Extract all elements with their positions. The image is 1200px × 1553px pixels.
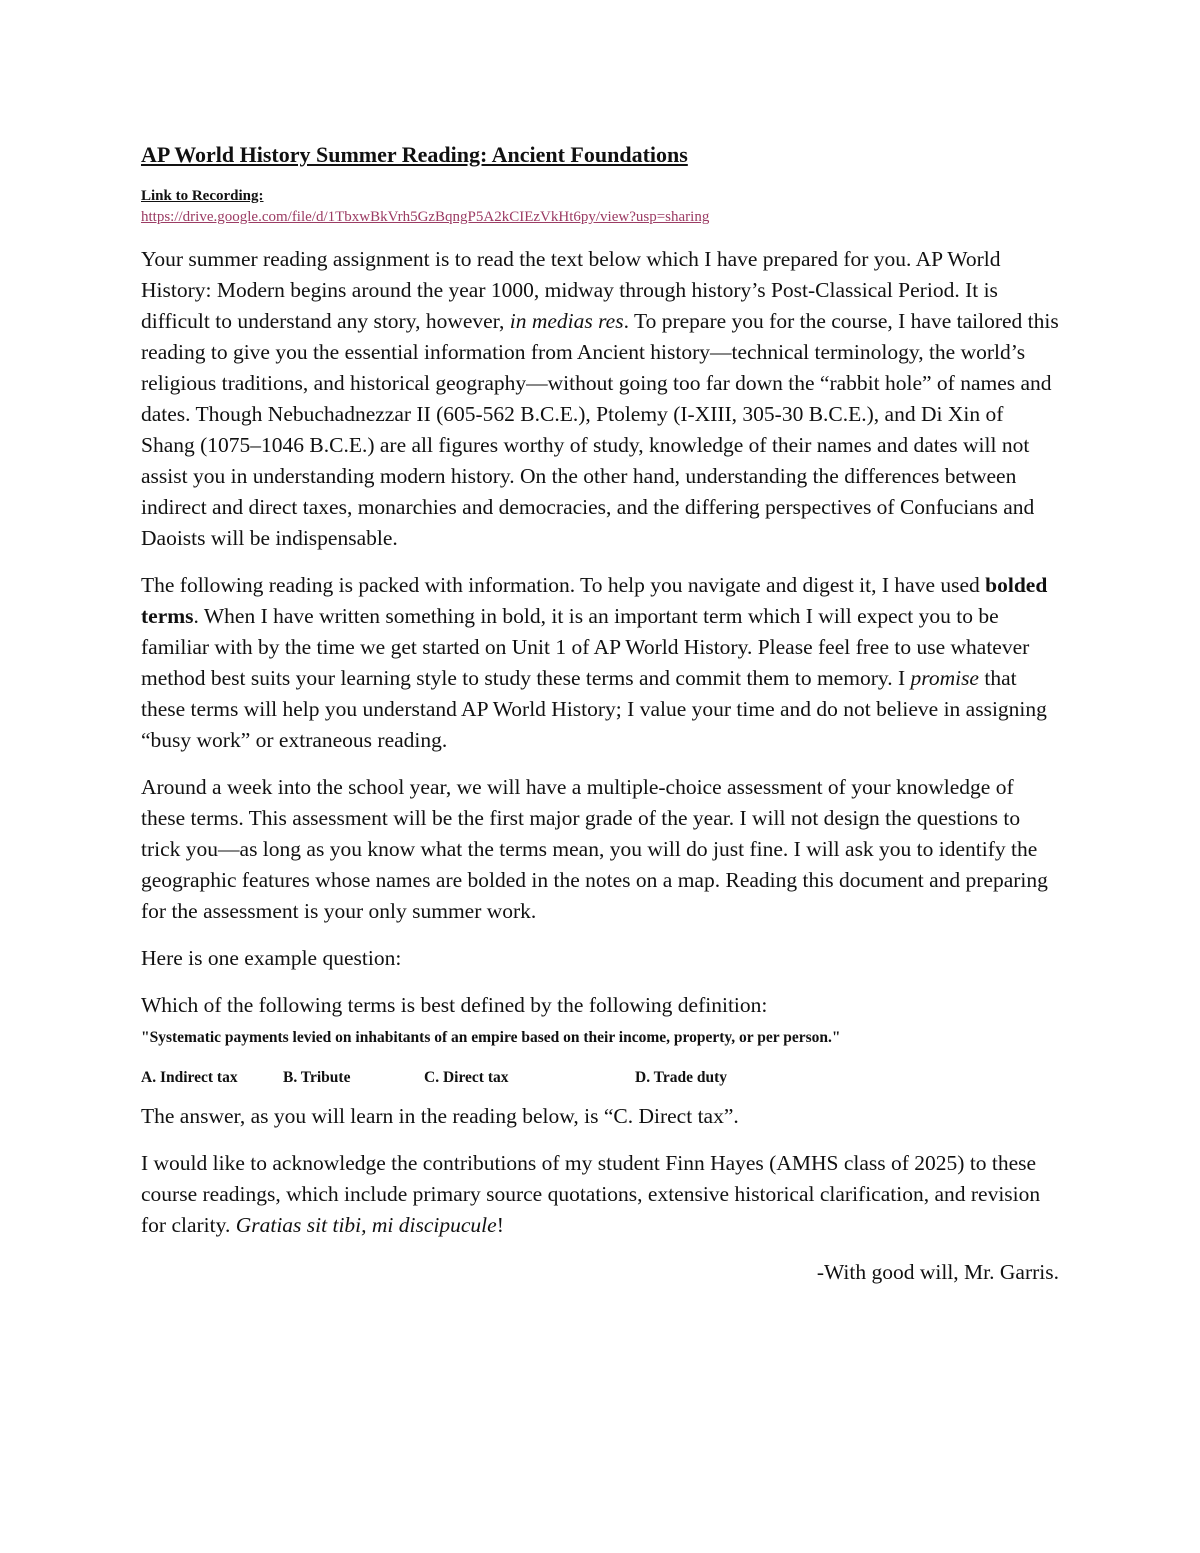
intro-paragraph-italic: in medias res [509, 309, 624, 333]
question-prompt: Which of the following terms is best defined by the following definition: [141, 993, 768, 1017]
choice-d: D. Trade duty [635, 1069, 728, 1086]
answer-choices [141, 1067, 1059, 1089]
acknowledgement-italic: Gratias sit tibi, mi discipucule [235, 1213, 497, 1237]
acknowledgement-text-b: ! [496, 1213, 504, 1237]
assessment-paragraph: Around a week into the school year, we will have a multiple-choice assessment of your knowledge of these terms. This assessment will be the first major grade of the year. I will not design the questions to trick you—as long as you know what the terms mean, you will do just fine. I will ask you to identify the geographic features whose names are bolded in the notes on a map. Reading this document and preparing for the assessment is your only summer work. [141, 775, 1048, 923]
document-title: AP World History Summer Reading: Ancient Foundations [141, 142, 688, 167]
intro-paragraph [141, 244, 1059, 554]
choice-c: C. Direct tax [424, 1069, 509, 1086]
answer-paragraph: The answer, as you will learn in the reading below, is “C. Direct tax”. [141, 1104, 739, 1128]
bolded-terms-paragraph-text-a: The following reading is packed with information. To help you navigate and digest it, I have used [141, 573, 986, 597]
promise-italic: promise [910, 666, 979, 690]
acknowledgement-text-a: I would like to acknowledge the contributions of my student Finn Hayes (AMHS class of 2025) to these course readings, which include primary source quotations, extensive historical clarification, and revision for clarity. [141, 1151, 1041, 1237]
recording-link-label: Link to Recording: [141, 188, 264, 204]
bolded-terms-phrase: bolded terms [141, 573, 1048, 628]
intro-paragraph-text-b: . To prepare you for the course, I have tailored this reading to give you the essential information from Ancient history—technical terminology, the world’s religious traditions, and historical geography—without going too far down the “rabbit hole” of names and dates. Though Nebuchadnezzar II (605-562 B.C.E.), Ptolemy (I-XIII, 305-30 B.C.E.), and Di Xin of Shang (1075–1046 B.C.E.) are all figures worthy of study, knowledge of their names and dates will not assist you in understanding modern history. On the other hand, understanding the differences between indirect and direct taxes, monarchies and democracies, and the differing perspectives of Confucians and Daoists will be indispensable. [141, 309, 1059, 550]
question-definition: "Systematic payments levied on inhabitants of an empire based on their income, property, or per person." [141, 1029, 841, 1046]
bolded-terms-paragraph [141, 570, 1059, 756]
document-page [141, 140, 1059, 1288]
intro-paragraph-text-a: Your summer reading assignment is to read the text below which I have prepared for you. AP World History: Modern begins around the year 1000, midway through history’s Post-Classical Period. It is difficult to understand any story, however, [141, 247, 1001, 333]
bolded-terms-paragraph-text-c: that these terms will help you understand AP World History; I value your time and do not believe in assigning “busy work” or extraneous reading. [141, 666, 1047, 752]
example-intro-paragraph: Here is one example question: [141, 946, 402, 970]
signature: -With good will, Mr. Garris. [816, 1260, 1059, 1284]
recording-link-container [141, 207, 1059, 228]
acknowledgement-paragraph [141, 1148, 1059, 1241]
recording-link[interactable]: https://drive.google.com/file/d/1TbxwBkVrh5GzBqngP5A2kCIEzVkHt6py/view?usp=sharing [141, 209, 710, 225]
bolded-terms-paragraph-text-b: . When I have written something in bold, it is an important term which I will expect you to be familiar with by the time we get started on Unit 1 of AP World History. Please feel free to use whatever method best suits your learning style to study these terms and commit them to memory. I [141, 604, 1030, 690]
choice-a: A. Indirect tax [141, 1069, 238, 1086]
choice-b: B. Tribute [283, 1069, 351, 1086]
